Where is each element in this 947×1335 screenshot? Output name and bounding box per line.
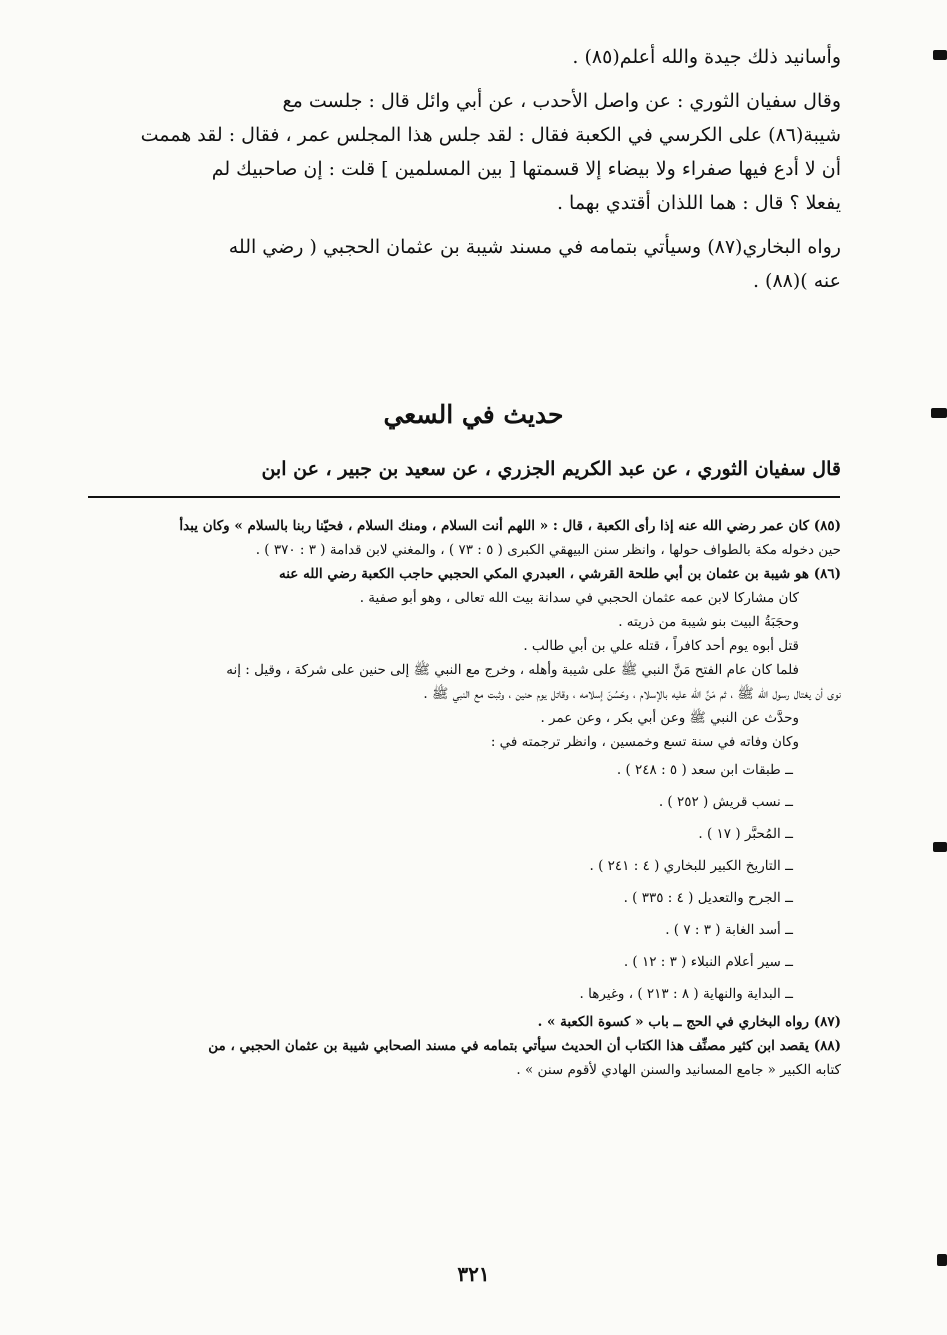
footnote-line: ــ نسب قريش ( ٢٥٢ ) . <box>658 794 793 810</box>
footnote-line: ــ سير أعلام النبلاء ( ٣ : ١٢ ) . <box>623 954 793 970</box>
footnote-line: كان مشاركا لابن عمه عثمان الحجبي في سدانة بيت الله تعالى ، وهو أبو صفية . <box>359 590 799 606</box>
footnote-line: وحجَبَةُ البيت بنو شيبة من ذريته . <box>618 614 799 630</box>
footnote-line: فلما كان عام الفتح مَنَّ النبي ﷺ على شيبة وأهله ، وخرج مع النبي ﷺ إلى حنين على شركة ، وقيل : إنه <box>226 662 799 678</box>
section-heading: حديث في السعي <box>383 400 564 429</box>
scan-margin-mark <box>933 50 947 60</box>
page-number: ٣٢١ <box>457 1262 490 1286</box>
paragraph-line: رواه البخاري(٨٧) وسيأتي بتمامه في مسند شيبة بن عثمان الحجبي ( رضي الله <box>228 236 841 258</box>
section-intro-line: قال سفيان الثوري ، عن عبد الكريم الجزري ، عن سعيد بن جبير ، عن ابن <box>261 458 841 480</box>
paragraph-line: شيبة(٨٦) على الكرسي في الكعبة فقال : لقد جلس هذا المجلس عمر ، فقال : لقد هممت <box>140 124 841 146</box>
footnote-line: وكان وفاته في سنة تسع وخمسين ، وانظر ترجمته في : <box>490 734 799 750</box>
footnote-line: قتل أبوه يوم أحد كافراً ، قتله علي بن أبي طالب . <box>523 638 799 654</box>
footnote-line: وحدَّث عن النبي ﷺ وعن أبي بكر ، وعن عمر . <box>540 710 799 726</box>
footnote-line: (٨٨) يقصد ابن كثير مصنِّف هذا الكتاب أن الحديث سيأتي بتمامه في مسند الصحابي شيبة بن عثمان الحجبي ، من <box>208 1038 841 1054</box>
scan-margin-mark <box>933 842 947 852</box>
footnote-line: ــ طبقات ابن سعد ( ٥ : ٢٤٨ ) . <box>616 762 793 778</box>
footnote-line: ــ المُحبَّر ( ١٧ ) . <box>698 826 793 842</box>
footnote-line: ــ الجرح والتعديل ( ٤ : ٣٣٥ ) . <box>623 890 793 906</box>
footnote-line: ــ التاريخ الكبير للبخاري ( ٤ : ٢٤١ ) . <box>589 858 793 874</box>
footnote-line: نوى أن يغتال رسول الله ﷺ ، ثم مَنَّ الله عليه بالإسلام ، وحَسُنَ إسلامه ، وقاتل يوم حنين ، وثبت مع النبي ﷺ . <box>423 686 841 702</box>
paragraph-line: وأسانيد ذلك جيدة والله أعلم(٨٥) . <box>572 46 841 68</box>
paragraph-line: عنه )(٨٨) . <box>752 270 841 292</box>
footnotes <box>88 514 841 1082</box>
footnote-line: (٨٦) هو شيبة بن عثمان بن أبي طلحة القرشي ، العبدري المكي الحجبي حاجب الكعبة رضي الله عنه <box>279 566 841 582</box>
footnote-line: (٨٧) رواه البخاري في الحج ــ باب « كسوة الكعبة » . <box>537 1014 841 1030</box>
footnote-line: ــ البداية والنهاية ( ٨ : ٢١٣ ) ، وغيرها . <box>579 986 793 1002</box>
paragraph <box>88 230 841 298</box>
footnote-line: كتابه الكبير « جامع المسانيد والسنن الهادي لأقوم سنن » . <box>516 1062 841 1078</box>
paragraph-line: يفعلا ؟ قال : هما اللذان أقتدي بهما . <box>556 192 841 214</box>
footnote-line: ــ أسد الغابة ( ٣ : ٧ ) . <box>665 922 793 938</box>
footnote-line: (٨٥) كان عمر رضي الله عنه إذا رأى الكعبة ، قال : « اللهم أنت السلام ، ومنك السلام ، فحيّنا ربنا بالسلام » وكان يبدأ <box>179 518 841 534</box>
paragraph-line: وقال سفيان الثوري : عن واصل الأحدب ، عن أبي وائل قال : جلست مع <box>282 90 841 112</box>
footnote-separator <box>88 496 840 498</box>
footnote-line: حين دخوله مكة بالطواف حولها ، وانظر سنن البيهقي الكبرى ( ٥ : ٧٣ ) ، والمغني لابن قدامة ( ٣ : ٣٧٠ ) . <box>255 542 841 558</box>
main-text <box>88 40 841 298</box>
paragraph-line: أن لا أدع فيها صفراء ولا بيضاء إلا قسمتها [ بين المسلمين ] قلت : إن صاحبيك لم <box>211 158 841 180</box>
paragraph <box>88 84 841 220</box>
